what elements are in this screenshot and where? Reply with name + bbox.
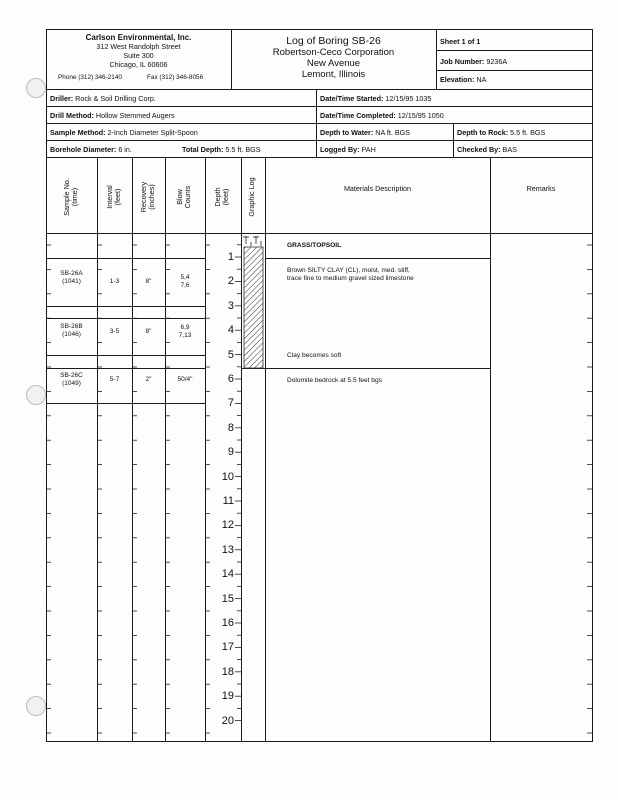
material-silty-clay: Brown SILTY CLAY (CL), moist, med. stiff, trace fine to medium gravel sized limestone — [287, 267, 414, 282]
company-street: 312 West Randolph Street — [96, 42, 181, 51]
total-depth-field: Total Depth: 5.5 ft. BGS — [182, 145, 261, 154]
depth-label-5: 5 — [227, 348, 234, 361]
col-header-graphic-log: Graphic Log — [247, 177, 256, 217]
drill-method-field: Drill Method: Hollow Stemmed Augers — [50, 111, 175, 120]
logged-by-field: Logged By: PAH — [320, 145, 376, 154]
sample-c-recovery: 2" — [145, 376, 152, 383]
depth-label-2: 2 — [227, 275, 234, 288]
sample-a-interval: 1-3 — [109, 278, 120, 285]
checked-by-field: Checked By: BAS — [457, 145, 517, 154]
material-clay-soft: Clay becomes soft — [287, 352, 342, 359]
sheet-number: Sheet 1 of 1 — [440, 37, 481, 46]
depth-label-4: 4 — [227, 324, 234, 337]
depth-label-11: 11 — [222, 495, 234, 507]
depth-label-16: 16 — [221, 617, 234, 629]
depth-label-1: 1 — [227, 251, 234, 263]
company-suite: Suite 300 — [123, 51, 154, 60]
client-name: Robertson-Ceco Corporation — [272, 47, 395, 58]
col-header-materials: Materials Description — [343, 184, 412, 193]
col-header-blow-counts: Blow Counts — [175, 185, 192, 209]
elevation: Elevation: NA — [440, 75, 487, 84]
depth-label-10: 10 — [221, 470, 234, 483]
depth-to-rock-field: Depth to Rock: 5.5 ft. BGS — [457, 128, 546, 137]
job-number: Job Number: 9236A — [440, 57, 508, 66]
depth-label-18: 18 — [221, 665, 234, 678]
company-fax: Fax (312) 346-8056 — [147, 74, 204, 81]
depth-label-9: 9 — [227, 446, 234, 459]
company-name: Carlson Environmental, Inc. — [85, 33, 192, 42]
depth-label-8: 8 — [227, 421, 234, 434]
depth-label-7: 7 — [227, 397, 234, 410]
col-header-recovery: Recovery (inches) — [139, 181, 156, 213]
graphic-log-topsoil — [243, 236, 261, 246]
sample-row-c: SB-26C (1049) — [60, 372, 83, 387]
sample-row-a: SB-26A (1041) — [60, 270, 83, 285]
driller-field: Driller: Rock & Soil Drilling Corp. — [50, 94, 156, 103]
company-city: Chicago, IL 60606 — [109, 60, 168, 69]
sample-c-interval: 5-7 — [109, 376, 120, 383]
col-header-interval: Interval (feet) — [105, 185, 122, 209]
sample-row-b: SB-26B (1046) — [60, 323, 83, 338]
col-header-remarks: Remarks — [526, 184, 556, 193]
log-title: Log of Boring SB-26 — [286, 35, 381, 47]
depth-to-water-field: Depth to Water: NA ft. BGS — [320, 128, 411, 137]
col-header-depth: Depth (feet) — [213, 187, 230, 207]
company-phone: Phone (312) 346-2140 — [58, 74, 122, 81]
material-grass-topsoil: GRASS/TOPSOIL — [287, 242, 342, 249]
sample-a-blows: 5,4 7,6 — [180, 274, 190, 289]
sample-b-blows: 6,9 7,13 — [178, 324, 192, 339]
depth-label-19: 19 — [221, 690, 234, 703]
date-completed-field: Date/Time Completed: 12/15/95 1050 — [320, 111, 444, 120]
graphic-log-clay — [244, 247, 263, 368]
material-dolomite: Dolomite bedrock at 5.5 feet bgs — [287, 377, 382, 384]
depth-label-12: 12 — [221, 519, 234, 532]
sample-method-field: Sample Method: 2-Inch Diameter Split-Spoon — [50, 128, 198, 137]
sample-c-blows: 50/4" — [177, 376, 193, 383]
site-city: Lemont, Illinois — [301, 69, 366, 80]
sample-b-recovery: 8" — [145, 328, 152, 335]
depth-label-13: 13 — [221, 543, 234, 556]
depth-label-14: 14 — [221, 568, 234, 581]
depth-label-3: 3 — [227, 299, 234, 312]
col-header-sample-no: Sample No. (time) — [62, 178, 79, 216]
date-started-field: Date/Time Started: 12/15/95 1035 — [320, 94, 432, 103]
site-street: New Avenue — [306, 58, 361, 69]
depth-label-15: 15 — [221, 592, 234, 605]
sample-b-interval: 3-5 — [109, 328, 120, 335]
depth-label-17: 17 — [221, 641, 234, 654]
depth-label-20: 20 — [221, 714, 234, 727]
borehole-diameter-field: Borehole Diameter: 6 in. — [50, 145, 132, 154]
sample-a-recovery: 8" — [145, 278, 152, 285]
depth-label-6: 6 — [227, 373, 234, 385]
